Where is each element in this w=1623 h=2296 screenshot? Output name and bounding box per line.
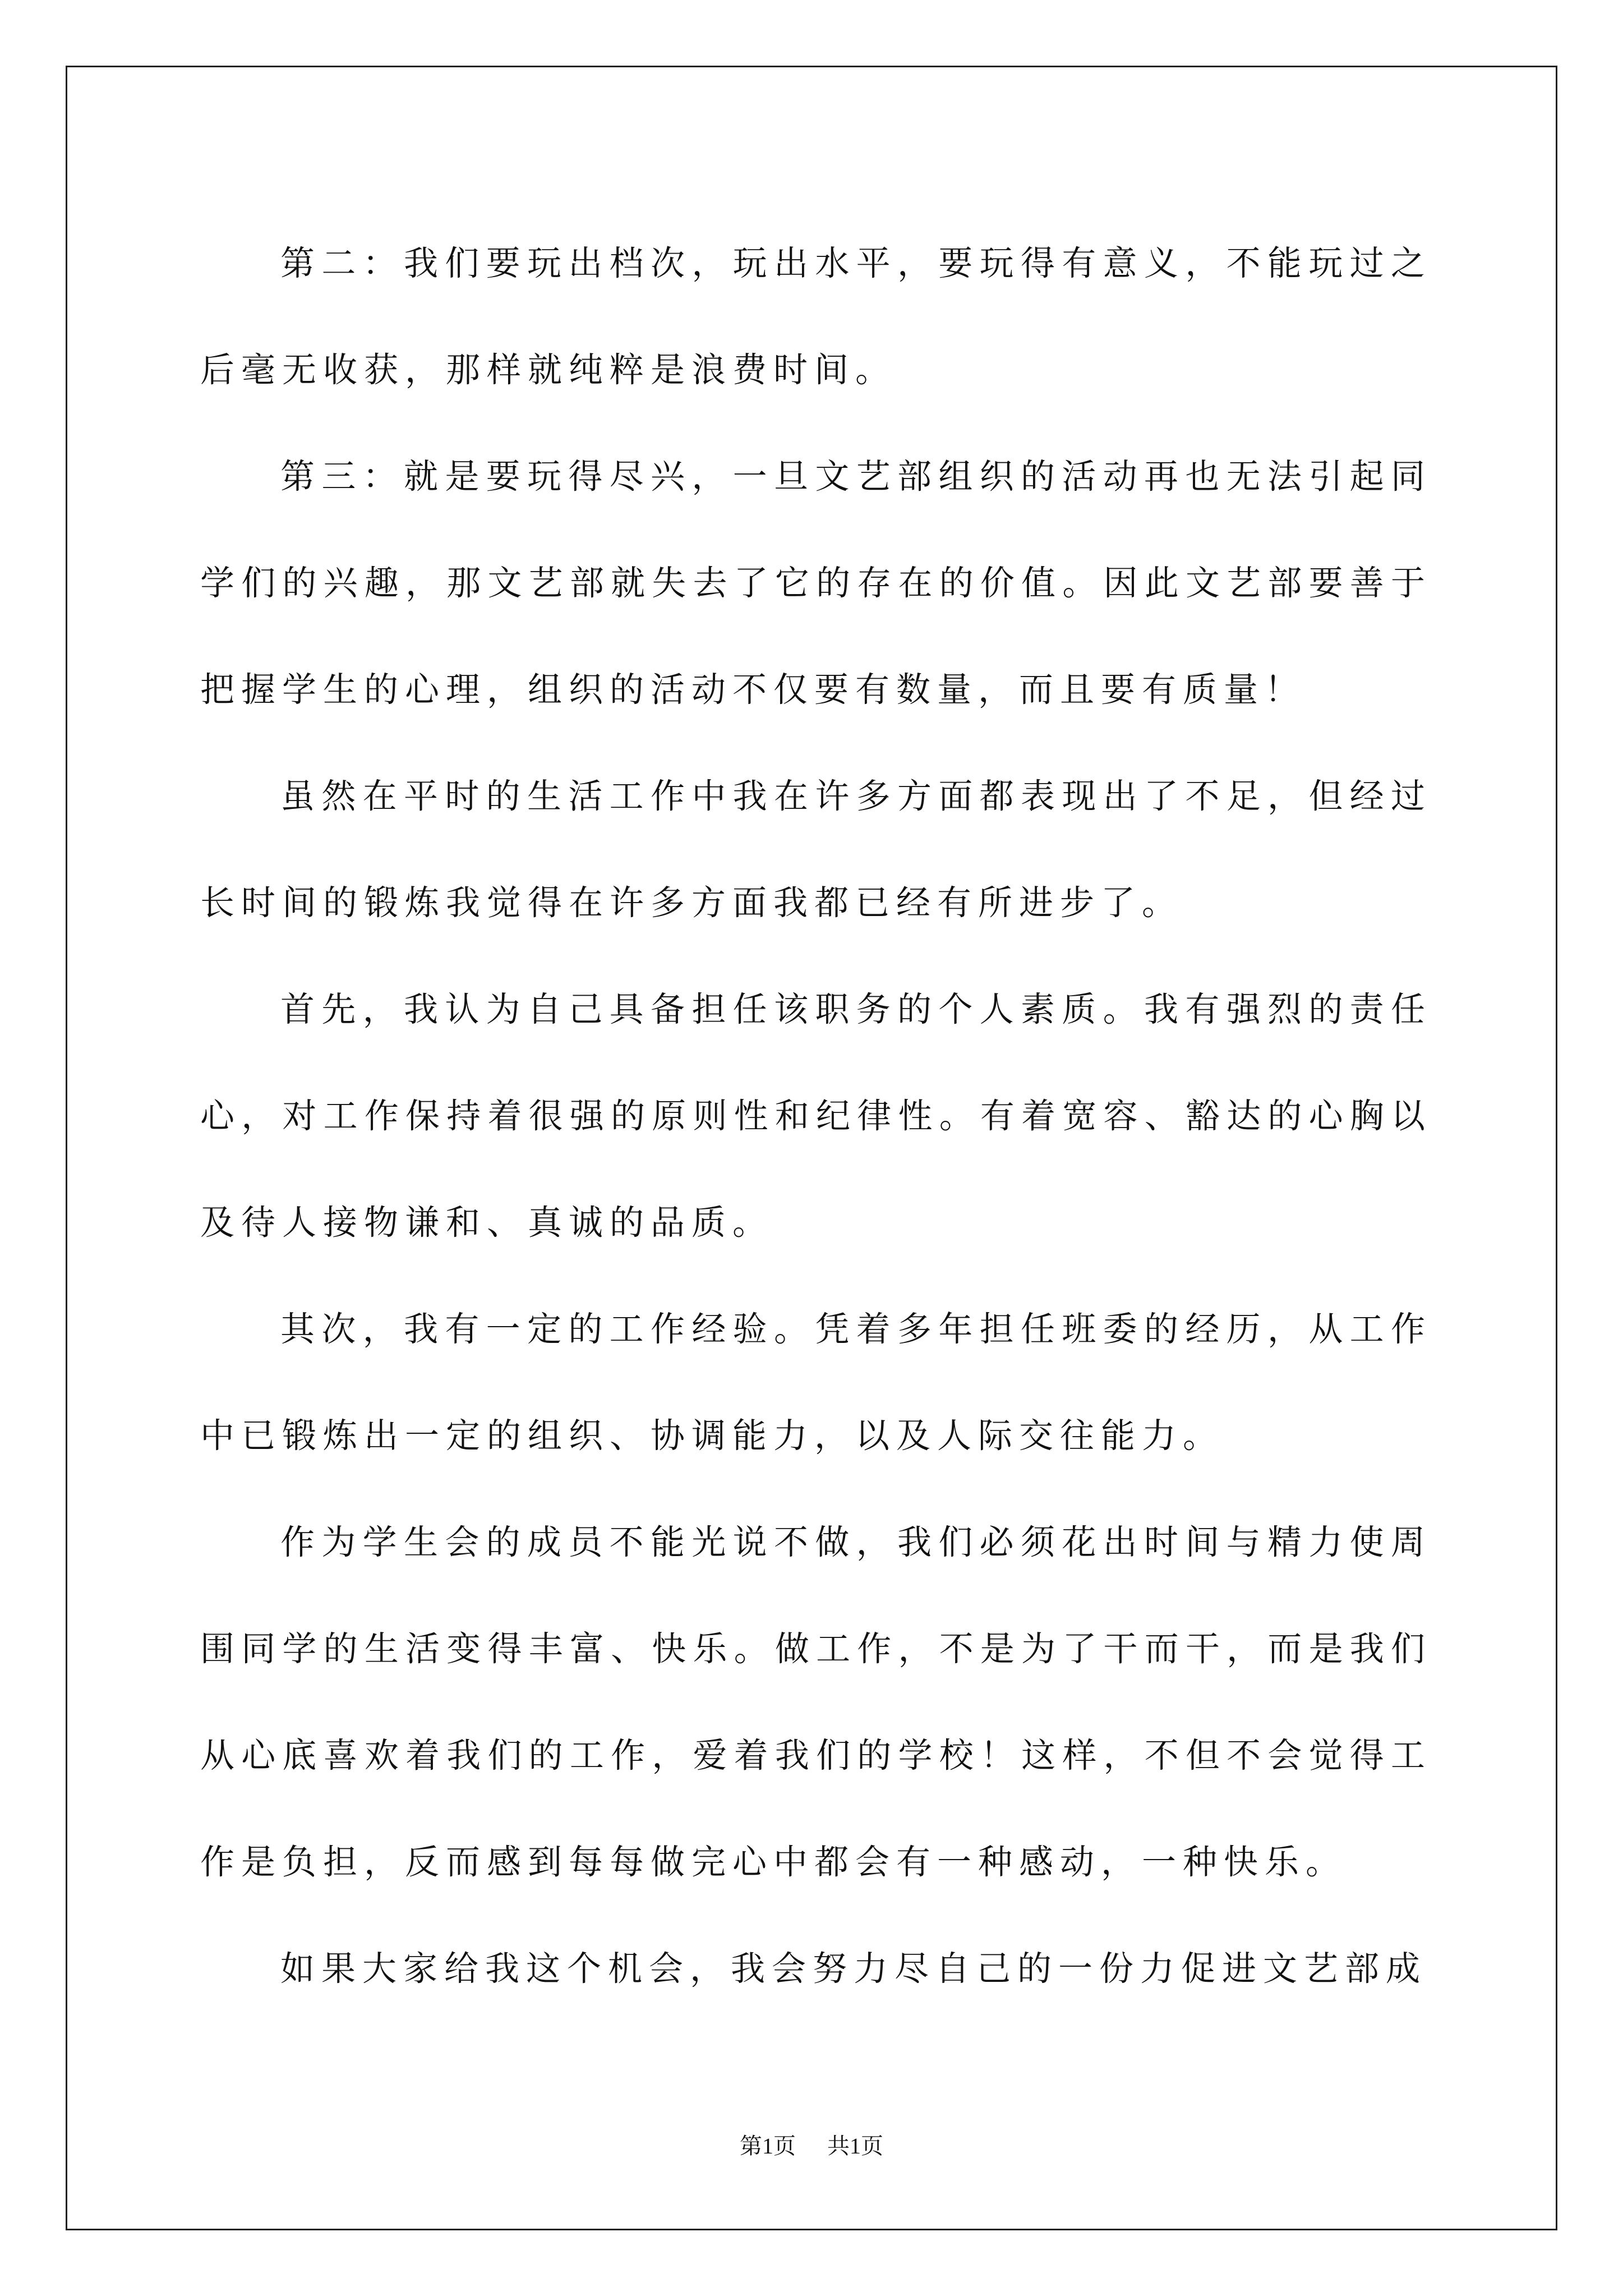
page-footer [0,2128,1623,2160]
paragraph: 首先，我认为自己具备担任该职务的个人素质。我有强烈的责任心，对工作保持着很强的原则性和纪律性。有着宽容、豁达的心胸以及待人接物谦和、真诚的品质。 [200,990,1432,1243]
paragraph: 第三：就是要玩得尽兴，一旦文艺部组织的活动再也无法引起同学们的兴趣，那文艺部就失去了它的存在的价值。因此文艺部要善于把握学生的心理，组织的活动不仅要有数量，而且要有质量！ [200,457,1432,710]
paragraph: 第二：我们要玩出档次，玩出水平，要玩得有意义，不能玩过之后毫无收获，那样就纯粹是浪费时间。 [200,243,1432,390]
document-body [200,210,1432,2022]
page-total: 共1页 [827,2133,883,2159]
page-number: 第1页 [740,2133,796,2159]
paragraph: 虽然在平时的生活工作中我在许多方面都表现出了不足，但经过长时间的锻炼我觉得在许多方面我都已经有所进步了。 [200,776,1432,923]
paragraph: 如果大家给我这个机会，我会努力尽自己的一份力促进文艺部成 [280,1949,1427,1989]
paragraph: 其次，我有一定的工作经验。凭着多年担任班委的经历，从工作中已锻炼出一定的组织、协调能力，以及人际交往能力。 [200,1309,1432,1456]
paragraph: 作为学生会的成员不能光说不做，我们必须花出时间与精力使周围同学的生活变得丰富、快乐。做工作，不是为了干而干，而是我们从心底喜欢着我们的工作，爱着我们的学校！这样，不但不会觉得工作是负担，反而感到每每做完心中都会有一种感动，一种快乐。 [200,1522,1432,1882]
